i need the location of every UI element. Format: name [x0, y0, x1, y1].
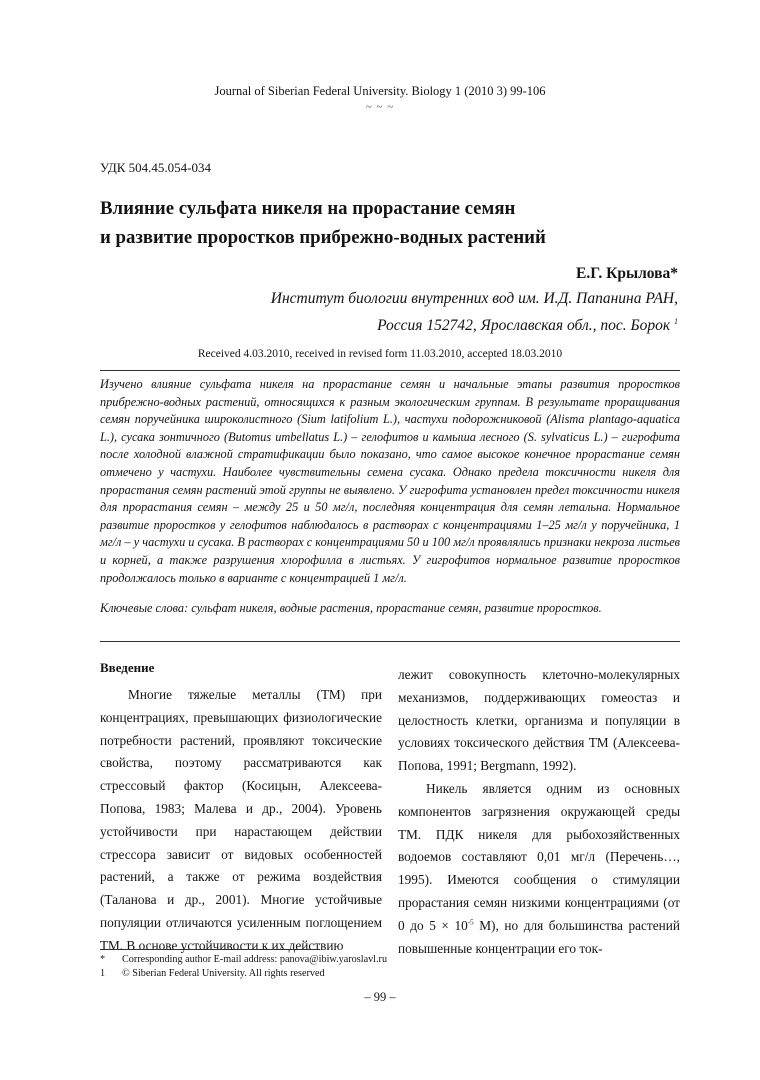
right-paragraph-2: [398, 778, 680, 960]
footnote-copyright: [100, 967, 325, 981]
article-title: [100, 194, 680, 252]
abstract: Изучено влияние сульфата никеля на прорастание семян и начальные этапы развития проростков прибрежно-водных растений, относящихся к разным экологическим группам. В результате проращивания семян поручейника широколистного (Sium latifolium L.), частухи подорожниковой (Alisma plantago-aquatica L.), сусака зонтичного (Butomus umbellatus L.) – гелофитов и камыша лесного (S. sylvaticus L.) – гигрофита после холодной влажной стратификации было показано, что самое высокое конечное прорастание семян отмечено у частухи. Наиболее чувствительны семена сусака. Однако предела токсичности никеля для прорастания семян растений этой группы не выявлено. У гигрофита установлен предел токсичности никеля для прорастания семян – между 25 и 50 мг/л, последняя концентрация для семян летальна. Нормальное развитие проростков у гелофитов наблюдалось в растворах с концентрациями 1–25 мг/л у поручейника, 1 мг/л – у частухи и сусака. В растворах с концентрациями 50 и 100 мг/л проявлялись признаки некроза листьев и корней, а также разрушения хлорофилла в листьях. У гигрофитов нормальное развитие проростков продолжалось только в варианте с концентрацией 1 мг/л.: [100, 377, 680, 585]
author-name: Е.Г. Крылова*: [576, 265, 678, 282]
page-number: – 99 –: [364, 990, 396, 1004]
header-ornament: ~ ~ ~: [365, 101, 395, 113]
right-paragraph-2-part-a: Никель является одним из основных компонентов загрязнения окружающей среды ТМ. ПДК никеля для рыбохозяйственных водоемов составляют 0,01 мг/л (Перечень…, 1995). Имеются сообщения о стимуляции прорастания семян низкими концентрациями (от 0 до 5 × 10: [398, 780, 680, 933]
udk-code: УДК 504.45.054-034: [100, 160, 212, 175]
left-paragraph: Многие тяжелые металлы (ТМ) при концентрациях, превышающих физиологические потребности растений, проявляют токсические свойства, поэтому рассматриваются как стрессовый фактор (Косицын, Алексеева-Попова, 1983; Малева и др., 2004). Уровень устойчивости при нарастающем действии стрессора зависит от видовых особенностей растений, а также от режима воздействия (Таланова и др., 2001). Многие устойчивые популяции отличаются усиленным поглощением ТМ. В основе устойчивости к их действию: [100, 687, 382, 953]
title-line-2: и развитие проростков прибрежно-водных растений: [100, 227, 546, 248]
footnote-corresponding: [100, 953, 387, 967]
affiliation-footnote-mark: 1: [674, 317, 678, 326]
right-column: [398, 664, 680, 960]
footnote-rule: [100, 949, 320, 950]
received-dates: Received 4.03.2010, received in revised form 11.03.2010, accepted 18.03.2010: [197, 348, 563, 360]
title-line-1: Влияние сульфата никеля на прорастание семян: [100, 198, 516, 219]
footnote-mark: 1: [100, 968, 106, 979]
right-paragraph-2-part-b: М), но для большинства растений повышенные концентрации его ток-: [398, 917, 680, 956]
affiliation: [271, 287, 678, 337]
affiliation-line-2-text: Россия 152742, Ярославская обл., пос. Борок: [377, 317, 671, 335]
abstract-top-rule: [100, 370, 680, 371]
journal-header: Journal of Siberian Federal University. Biology 1 (2010 3) 99-106: [214, 84, 546, 98]
affiliation-line-1: Институт биологии внутренних вод им. И.Д. Папанина РАН,: [270, 290, 678, 307]
affiliation-line-2: [271, 310, 678, 337]
abstract-bottom-rule: [100, 641, 680, 642]
left-column: [100, 684, 382, 958]
exponent: -5: [467, 918, 474, 927]
footnote-text: © Siberian Federal University. All rights reserved: [122, 968, 325, 979]
keywords: Ключевые слова: сульфат никеля, водные растения, прорастание семян, развитие проростков.: [100, 601, 602, 615]
footnote-mark: *: [100, 954, 106, 965]
right-paragraph-1: лежит совокупность клеточно-молекулярных механизмов, поддерживающих гомеостаз и целостность клетки, организма и популяции в условиях токсического действия ТМ (Алексеева-Попова, 1991; Bergmann, 1992).: [398, 667, 680, 774]
introduction-heading: Введение: [100, 660, 155, 675]
footnote-text: Corresponding author E-mail address: panova@ibiw.yaroslavl.ru: [122, 954, 388, 965]
